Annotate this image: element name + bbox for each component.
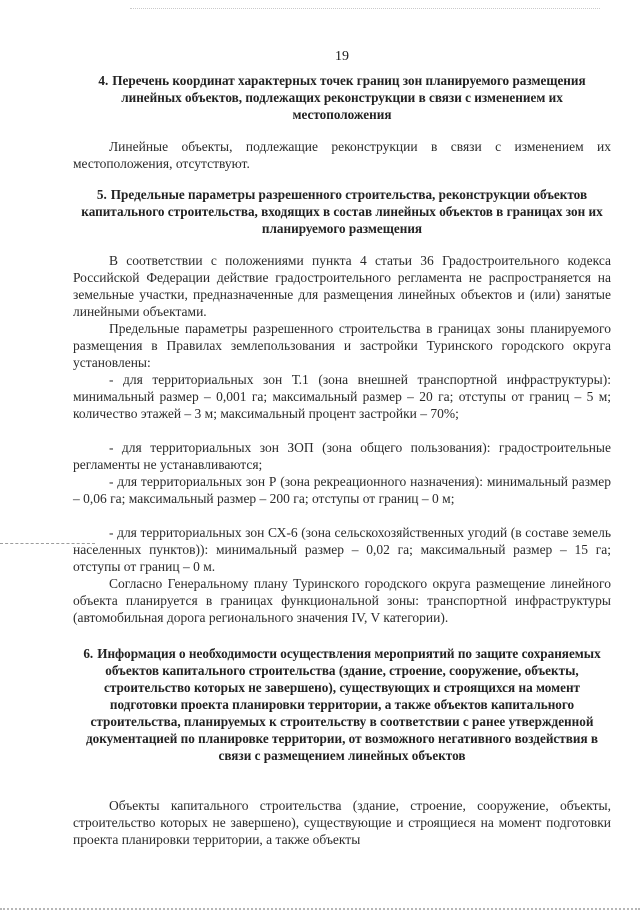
scan-artifact-bottom (0, 908, 640, 912)
section-number: 4. (98, 73, 109, 88)
section-5-paragraph: В соответствии с положениями пункта 4 статьи 36 Градостроительного кодекса Российской Федерации действие градостроительного регламента не распространяется на земельные участки, предназначенные для размещения линейных объектов и (или) занятые линейными объектами. (73, 253, 611, 319)
scan-artifact-top (130, 8, 600, 10)
section-number: 6. (83, 646, 94, 661)
section-title: Предельные параметры разрешенного строительства, реконструкции объектов капитального строительства, входящих в состав линейных объектов в границах зон их планируемого размещения (81, 187, 603, 236)
section-5-paragraph: Согласно Генеральному плану Туринского городского округа размещение линейного объекта планируется в границах функциональной зоны: транспортной инфраструктуры (автомобильная дорога регионального значения IV, V категории). (73, 576, 611, 625)
section-title: Перечень координат характерных точек границ зон планируемого размещения линейных объектов, подлежащих реконструкции в связи с изменением их местоположения (112, 73, 586, 122)
page-number: 19 (335, 49, 349, 64)
zone-item: - для территориальных зон СХ-6 (зона сельскохозяйственных угодий (в составе земель населенных пунктов)): минимальный размер – 0,02 га; максимальный размер – 15 га; отступы от границ – 0 м. (73, 525, 611, 574)
section-title: Информация о необходимости осуществления мероприятий по защите сохраняемых объектов капитального строительства (здание, строение, сооружение, объекты, строительство которых не завершено), существующих и строящихся на момент подготовки проекта планировки территории, а также объектов капитального строительства, планируемых к строительству в соответствии с ранее утвержденной документацией по планировке территории, от возможного негативного воздействия в связи с размещением линейных объектов (85, 646, 601, 763)
zone-item: - для территориальных зон Р (зона рекреационного назначения): минимальный размер – 0,06 га; максимальный размер – 200 га; отступы от границ – 0 м; (73, 474, 611, 506)
zone-item: - для территориальных зон ЗОП (зона общего пользования): градостроительные регламенты не устанавливаются; (73, 440, 611, 472)
section-5-paragraph: Предельные параметры разрешенного строительства в границах зоны планируемого размещения в Правилах землепользования и застройки Туринского городского округа установлены: (73, 321, 611, 370)
section-5-heading (73, 186, 611, 237)
section-4-heading (73, 72, 611, 123)
section-number: 5. (96, 187, 107, 202)
section-6-heading (73, 645, 611, 764)
zone-item: - для территориальных зон Т.1 (зона внешней транспортной инфраструктуры): минимальный размер – 0,001 га; максимальный размер – 20 га; отступы от границ – 5 м; количество этажей – 3 м; максимальный процент застройки – 70%; (73, 372, 611, 421)
scan-artifact-line (0, 543, 95, 545)
section-4-paragraph: Линейные объекты, подлежащие реконструкции в связи с изменением их местоположения, отсутствуют. (73, 139, 611, 171)
section-6-paragraph: Объекты капитального строительства (здание, строение, сооружение, объекты, строительство которых не завершено), существующие и строящиеся на момент подготовки проекта планировки территории, а также объекты (73, 798, 611, 847)
